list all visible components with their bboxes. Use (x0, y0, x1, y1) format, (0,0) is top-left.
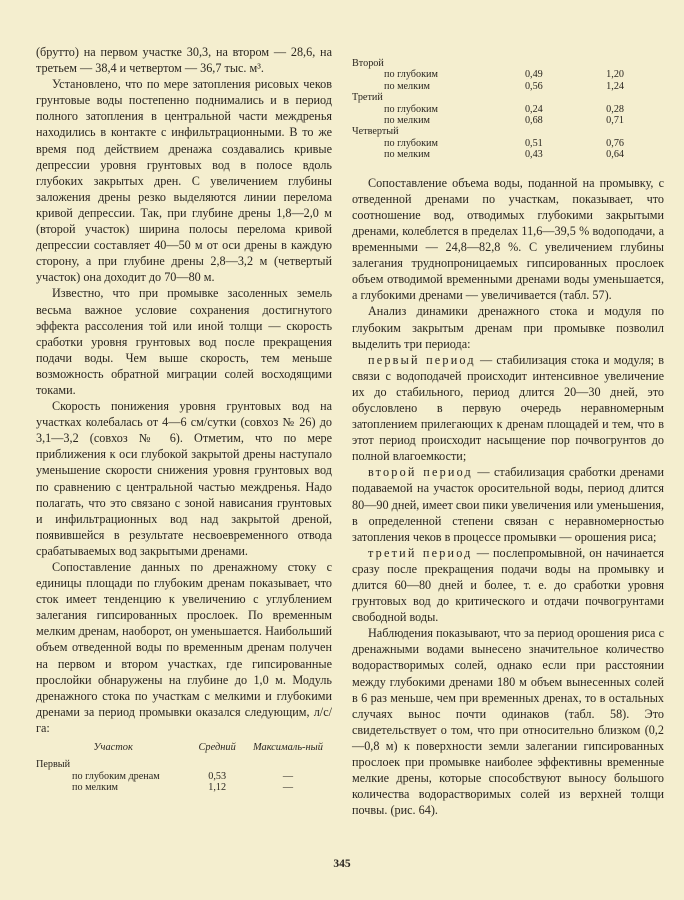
paragraph (352, 464, 664, 544)
row-label: по глубоким (384, 137, 438, 149)
period-text: — стабилизация сработки дренами подаваемой на участок оросительной воды, период длится 80—90 дней, имеет свои пики увеличения или уменьшения, в определенной степени связан с неравномерностью затопления чеков в процессе промывки — орошения риса; (352, 465, 664, 544)
cell-average: 0,49 (524, 69, 543, 81)
period-text: — стабилизация стока и модуля; в связи с водоподачей происходит интенсивное увеличение их до стабильного, период длится 20—30 дней, это обусловлено в первую очередь неравномерным затоплением прилегающих к дренам площадей и тем, что в этот период происходит насыщение пор почвогрунтов до полной влагоемкости; (352, 352, 664, 464)
table-row (352, 138, 664, 149)
cell-average: 0,51 (524, 137, 543, 149)
cell-max: 0,64 (606, 149, 624, 161)
right-column (352, 58, 664, 818)
column-header-max: Максималь-ный (252, 742, 323, 754)
cell-average: 0,43 (524, 149, 543, 161)
cell-max: 0,28 (606, 103, 624, 115)
cell-max: 0,71 (606, 115, 624, 127)
table-row (36, 771, 332, 782)
table-row (352, 149, 664, 160)
drainage-modulus-table (36, 742, 332, 794)
table-row (352, 104, 664, 115)
cell-max: — (282, 770, 294, 782)
cell-max: 1,24 (606, 80, 624, 92)
row-label: по мелким (384, 115, 430, 127)
table-row (352, 126, 664, 137)
paragraph: Сопоставление данных по дренажному стоку с единицы площади по глубоким дренам показывает, что сток имеет тенденцию к увеличению с углублением залегания гипсированных прослоек. По временным мелким дренам, наоборот, он уменьшается. Наибольший объем отведенной воды по временным дренам получен на первом и втором участках, где гипсированные прослойки обнаружены на глубине до 1,0 м. Модуль дренажного стока по участкам с мелкими и глубокими дренами за период промывки оказался следующим, л/с/га: (36, 560, 332, 735)
paragraph: (брутто) на первом участке 30,3, на втором — 28,6, на третьем — 38,4 и четвертом — 36,7 тыс. м³. (36, 45, 332, 76)
cell-max: 0,76 (606, 137, 624, 149)
column-header-plot: Участок (93, 742, 133, 754)
cell-max: — (282, 782, 294, 794)
paragraph: Установлено, что по мере затопления рисовых чеков грунтовые воды постепенно поднимались и в период полного затопления в центральной части междренья находились в контакте с инфильтрационными. В то же время под действием дренажа создавались кривые депрессии уровня грунтовых вод в полосе вдоль глубоких закрытых дрен. С увеличением глубины заложения дрены резко выделяются линии перелома кривой депрессии. Так, при глубине дрены 1,8—2,0 м (второй участок) ширина полосы перелома кривой депрессии составляет 40—50 м от оси дрены в каждую сторону, а при глубине дрены 2,8—3,2 м (четвертый участок) она доходит до 70—80 м. (36, 77, 332, 285)
row-label: Третий (352, 92, 383, 104)
page-number: 345 (333, 858, 351, 870)
row-label: по глубоким (384, 103, 438, 115)
row-label: по глубоким дренам (72, 770, 160, 782)
table-header-row (36, 742, 332, 759)
cell-average: 0,24 (524, 103, 543, 115)
cell-average (190, 759, 243, 770)
table-row (352, 58, 664, 69)
period-text: — послепромывной, он начинается сразу после прекращения подачи воды на промывку и длится 60—80 дней и более, т. е. до сработки уровня грунтовых вод до критического и отдачи почвогрунтами свободной воды. (352, 545, 664, 625)
cell-max: 1,20 (606, 69, 624, 81)
row-label: по мелким (72, 782, 118, 794)
left-column (36, 44, 332, 794)
paragraph (352, 545, 664, 625)
drainage-modulus-table-continued (352, 58, 664, 161)
row-label: Первый (36, 759, 71, 771)
period-term: второй период (368, 465, 473, 480)
row-label: по глубоким (384, 69, 438, 81)
paragraph: Скорость понижения уровня грунтовых вод на участках колебалась от 4—6 см/сутки (совхоз № 26) до 3,1—3,2 (совхоз № 6). Отметим, что по мере приближения к оси глубокой закрытой дрены наступало уменьшение скорости снижения уровня грунтовых вод по сравнению с центральной частью междренья. Надо полагать, что это связано с зоной нависания грунтовых и инфильтрационных вод над закрытой дреной, появившейся в результате несвоевременного отвода срабатываемых вод закрытыми дренами. (36, 399, 332, 558)
paragraph: Анализ динамики дренажного стока и модуля по глубоким закрытым дренам при промывке позволил выделить три периода: (352, 304, 664, 351)
cell-max (244, 759, 332, 770)
table-row (352, 115, 664, 126)
row-label: Четвертый (352, 126, 399, 138)
paragraph: Наблюдения показывают, что за период орошения риса с дренажными водами вынесено значительное количество водорастворимых солей, однако если при расстоянии между глубокими дренами 180 м объем вынесенных солей в 6 раз меньше, чем при временных дренах, то в остальных случаях вынос почти одинаков (табл. 58). Это свидетельствует о том, что при относительно близком (0,2—0,8 м) к поверхности земли залегании гипсированных прослоек при промывке наиболее эффективны временные мелкие дрены, которые способствуют выносу большого количества водорастворимых солей из верхней толщи почвы. (рис. 64). (352, 626, 664, 818)
table-row (352, 69, 664, 80)
table-row (36, 759, 332, 770)
cell-average: 0,53 (208, 770, 227, 782)
paragraph: Сопоставление объема воды, поданной на промывку, с отведенной дренами по участкам, показывает, что соотношение вод, отводимых глубокими закрытыми дренами, колеблется в пределах 11,6—39,5 % водоподачи, а временными — 24,8—82,8 %. С увеличением глубины залегания труднопроницаемых гипсированных прослоек объем отводимой временными дренами воды уменьшается, а глубокими дренами — увеличивается (табл. 57). (352, 175, 664, 303)
paragraph (352, 352, 664, 465)
table-row (352, 81, 664, 92)
cell-average: 1,12 (208, 782, 227, 794)
row-label: по мелким (384, 80, 430, 92)
row-label: Второй (352, 58, 384, 69)
cell-average: 0,68 (524, 115, 543, 127)
table-row (36, 782, 332, 793)
row-label: по мелким (384, 149, 430, 161)
column-header-average: Средний (198, 742, 236, 754)
cell-average: 0,56 (524, 80, 543, 92)
paragraph: Известно, что при промывке засоленных земель весьма важное условие сохранения достигнутого эффекта рассоления той или иной толщи — скорость сработки уровня грунтовых вод после прекращения подачи воды. Чем выше скорость, тем меньше возможность обратной миграции солей восходящими токами. (36, 286, 332, 397)
table-row (352, 92, 664, 103)
period-term: третий период (368, 545, 473, 560)
period-term: первый период (368, 352, 476, 367)
